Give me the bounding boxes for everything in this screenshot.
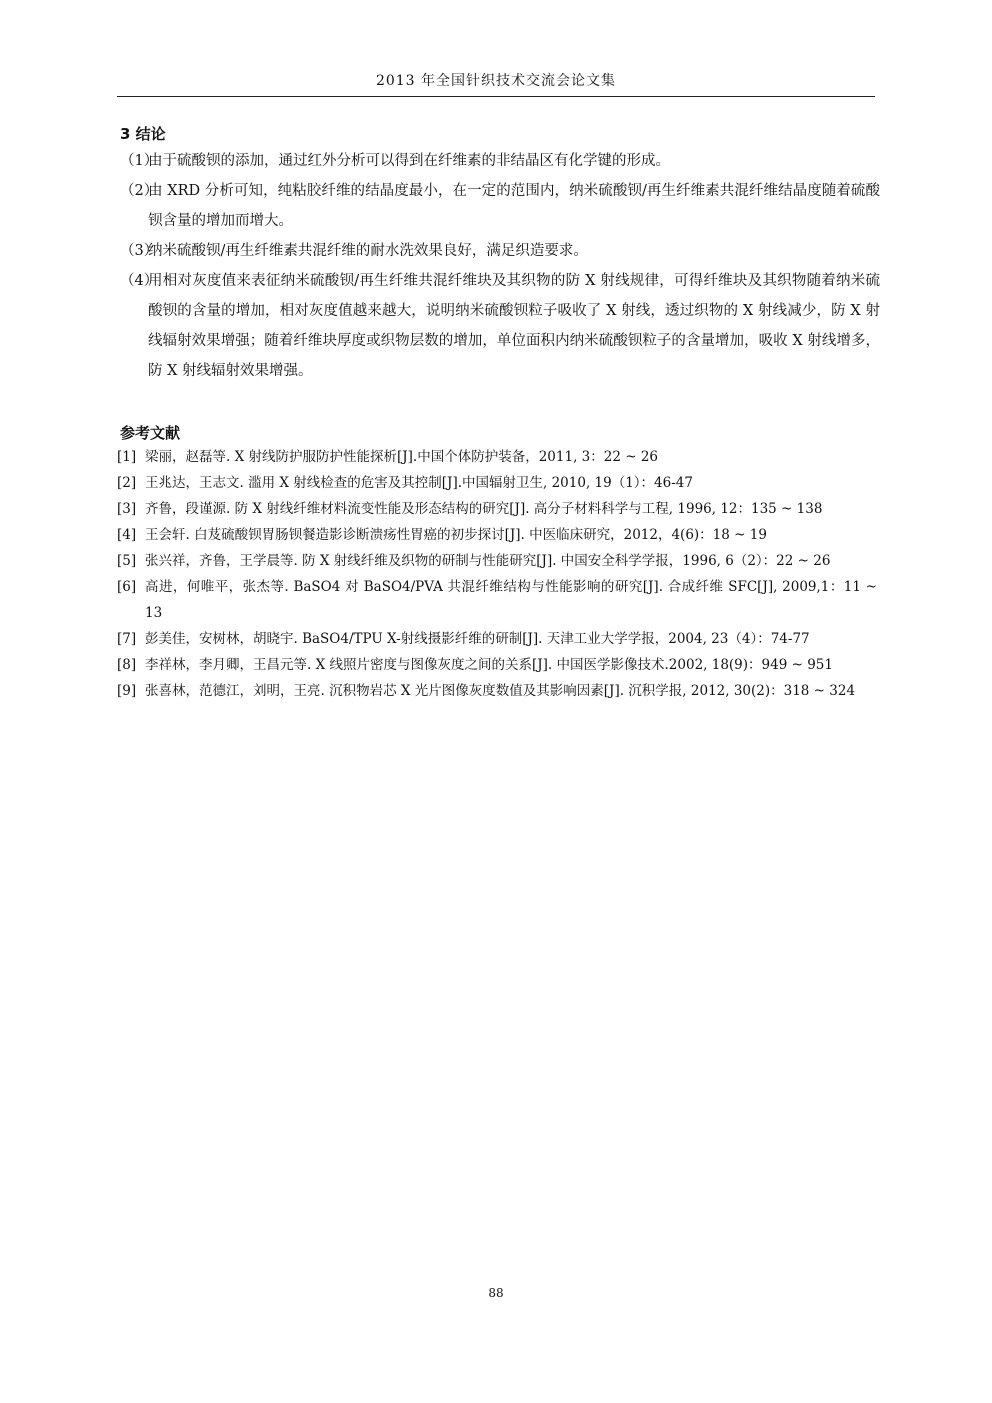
- reference-item: [117, 496, 877, 522]
- reference-number: [5]: [117, 553, 137, 569]
- conclusion-number: （2）: [120, 183, 159, 199]
- conclusion-item: [120, 236, 880, 266]
- references-title: 参考文献: [120, 424, 181, 442]
- conclusion-number: （1）: [120, 153, 159, 169]
- reference-item: [117, 626, 877, 652]
- reference-number: [7]: [117, 631, 137, 647]
- conclusion-number: （3）: [120, 243, 159, 259]
- reference-number: [1]: [117, 449, 137, 465]
- reference-number: [8]: [117, 657, 137, 673]
- reference-text: 李祥林，李月卿，王昌元等. X 线照片密度与图像灰度之间的关系[J]. 中国医学影像技术.2002, 18(9)：949 ~ 951: [145, 657, 833, 673]
- reference-item: [117, 678, 877, 704]
- reference-text: 高进，何唯平，张杰等. BaSO4 对 BaSO4/PVA 共混纤维结构与性能影响的研究[J]. 合成纤维 SFC[J], 2009,1：11 ~ 13: [145, 579, 877, 621]
- reference-number: [9]: [117, 683, 137, 699]
- conclusion-number: （4）: [120, 273, 159, 289]
- reference-text: 张兴祥，齐鲁，王学晨等. 防 X 射线纤维及织物的研制与性能研究[J]. 中国安全科学学报，1996, 6（2）：22 ~ 26: [145, 553, 831, 569]
- reference-item: [117, 574, 877, 626]
- conclusion-text: 纳米硫酸钡/再生纤维素共混纤维的耐水洗效果良好，满足织造要求。: [148, 243, 588, 259]
- conclusion-item: [120, 146, 880, 176]
- conclusion-item: [120, 266, 880, 386]
- reference-number: [2]: [117, 475, 137, 491]
- running-header: 2013 年全国针织技术交流会论文集: [375, 73, 617, 89]
- conclusion-text: 由 XRD 分析可知，纯粘胶纤维的结晶度最小，在一定的范围内，纳米硫酸钡/再生纤维素共混纤维结晶度随着硫酸钡含量的增加而增大。: [148, 183, 880, 229]
- reference-item: [117, 444, 877, 470]
- reference-text: 王兆达，王志文. 滥用 X 射线检查的危害及其控制[J].中国辐射卫生, 2010, 19（1）：46-47: [145, 475, 693, 491]
- section-title: 3 结论: [120, 125, 166, 143]
- reference-item: [117, 522, 877, 548]
- conclusion-text: 用相对灰度值来表征纳米硫酸钡/再生纤维共混纤维块及其织物的防 X 射线规律，可得纤维块及其织物随着纳米硫酸钡的含量的增加，相对灰度值越来越大，说明纳米硫酸钡粒子吸收了 X 射线，透过织物的 X 射线减少，防 X 射线辐射效果增强；随着纤维块厚度或织物层数的增加，单位面积内纳米硫酸钡粒子的含量增加，吸收 X 射线增多，防 X 射线辐射效果增强。: [148, 273, 880, 379]
- reference-item: [117, 652, 877, 678]
- reference-number: [3]: [117, 501, 137, 517]
- header-rule: [117, 96, 875, 97]
- references-list: [117, 444, 877, 704]
- page-number: 88: [488, 1286, 504, 1300]
- reference-item: [117, 470, 877, 496]
- reference-text: 王会轩. 白芨硫酸钡胃肠钡餐造影诊断溃疡性胃癌的初步探讨[J]. 中医临床研究，2012，4(6)：18 ~ 19: [145, 527, 767, 543]
- reference-number: [6]: [117, 579, 137, 595]
- reference-item: [117, 548, 877, 574]
- conclusions-list: [120, 146, 880, 386]
- reference-text: 张喜林，范德江，刘明，王亮. 沉积物岩芯 X 光片图像灰度数值及其影响因素[J]. 沉积学报, 2012, 30(2)：318 ~ 324: [145, 683, 856, 699]
- reference-text: 彭美佳，安树林，胡晓宇. BaSO4/TPU X-射线摄影纤维的研制[J]. 天津工业大学学报，2004, 23（4）：74-77: [145, 631, 810, 647]
- conclusion-text: 由于硫酸钡的添加，通过红外分析可以得到在纤维素的非结晶区有化学键的形成。: [148, 153, 670, 169]
- conclusion-item: [120, 176, 880, 236]
- reference-number: [4]: [117, 527, 137, 543]
- reference-text: 梁丽，赵磊等. X 射线防护服防护性能探析[J].中国个体防护装备，2011, 3：22 ~ 26: [145, 449, 658, 465]
- reference-text: 齐鲁，段谨源. 防 X 射线纤维材料流变性能及形态结构的研究[J]. 高分子材料科学与工程, 1996, 12：135 ~ 138: [145, 501, 823, 517]
